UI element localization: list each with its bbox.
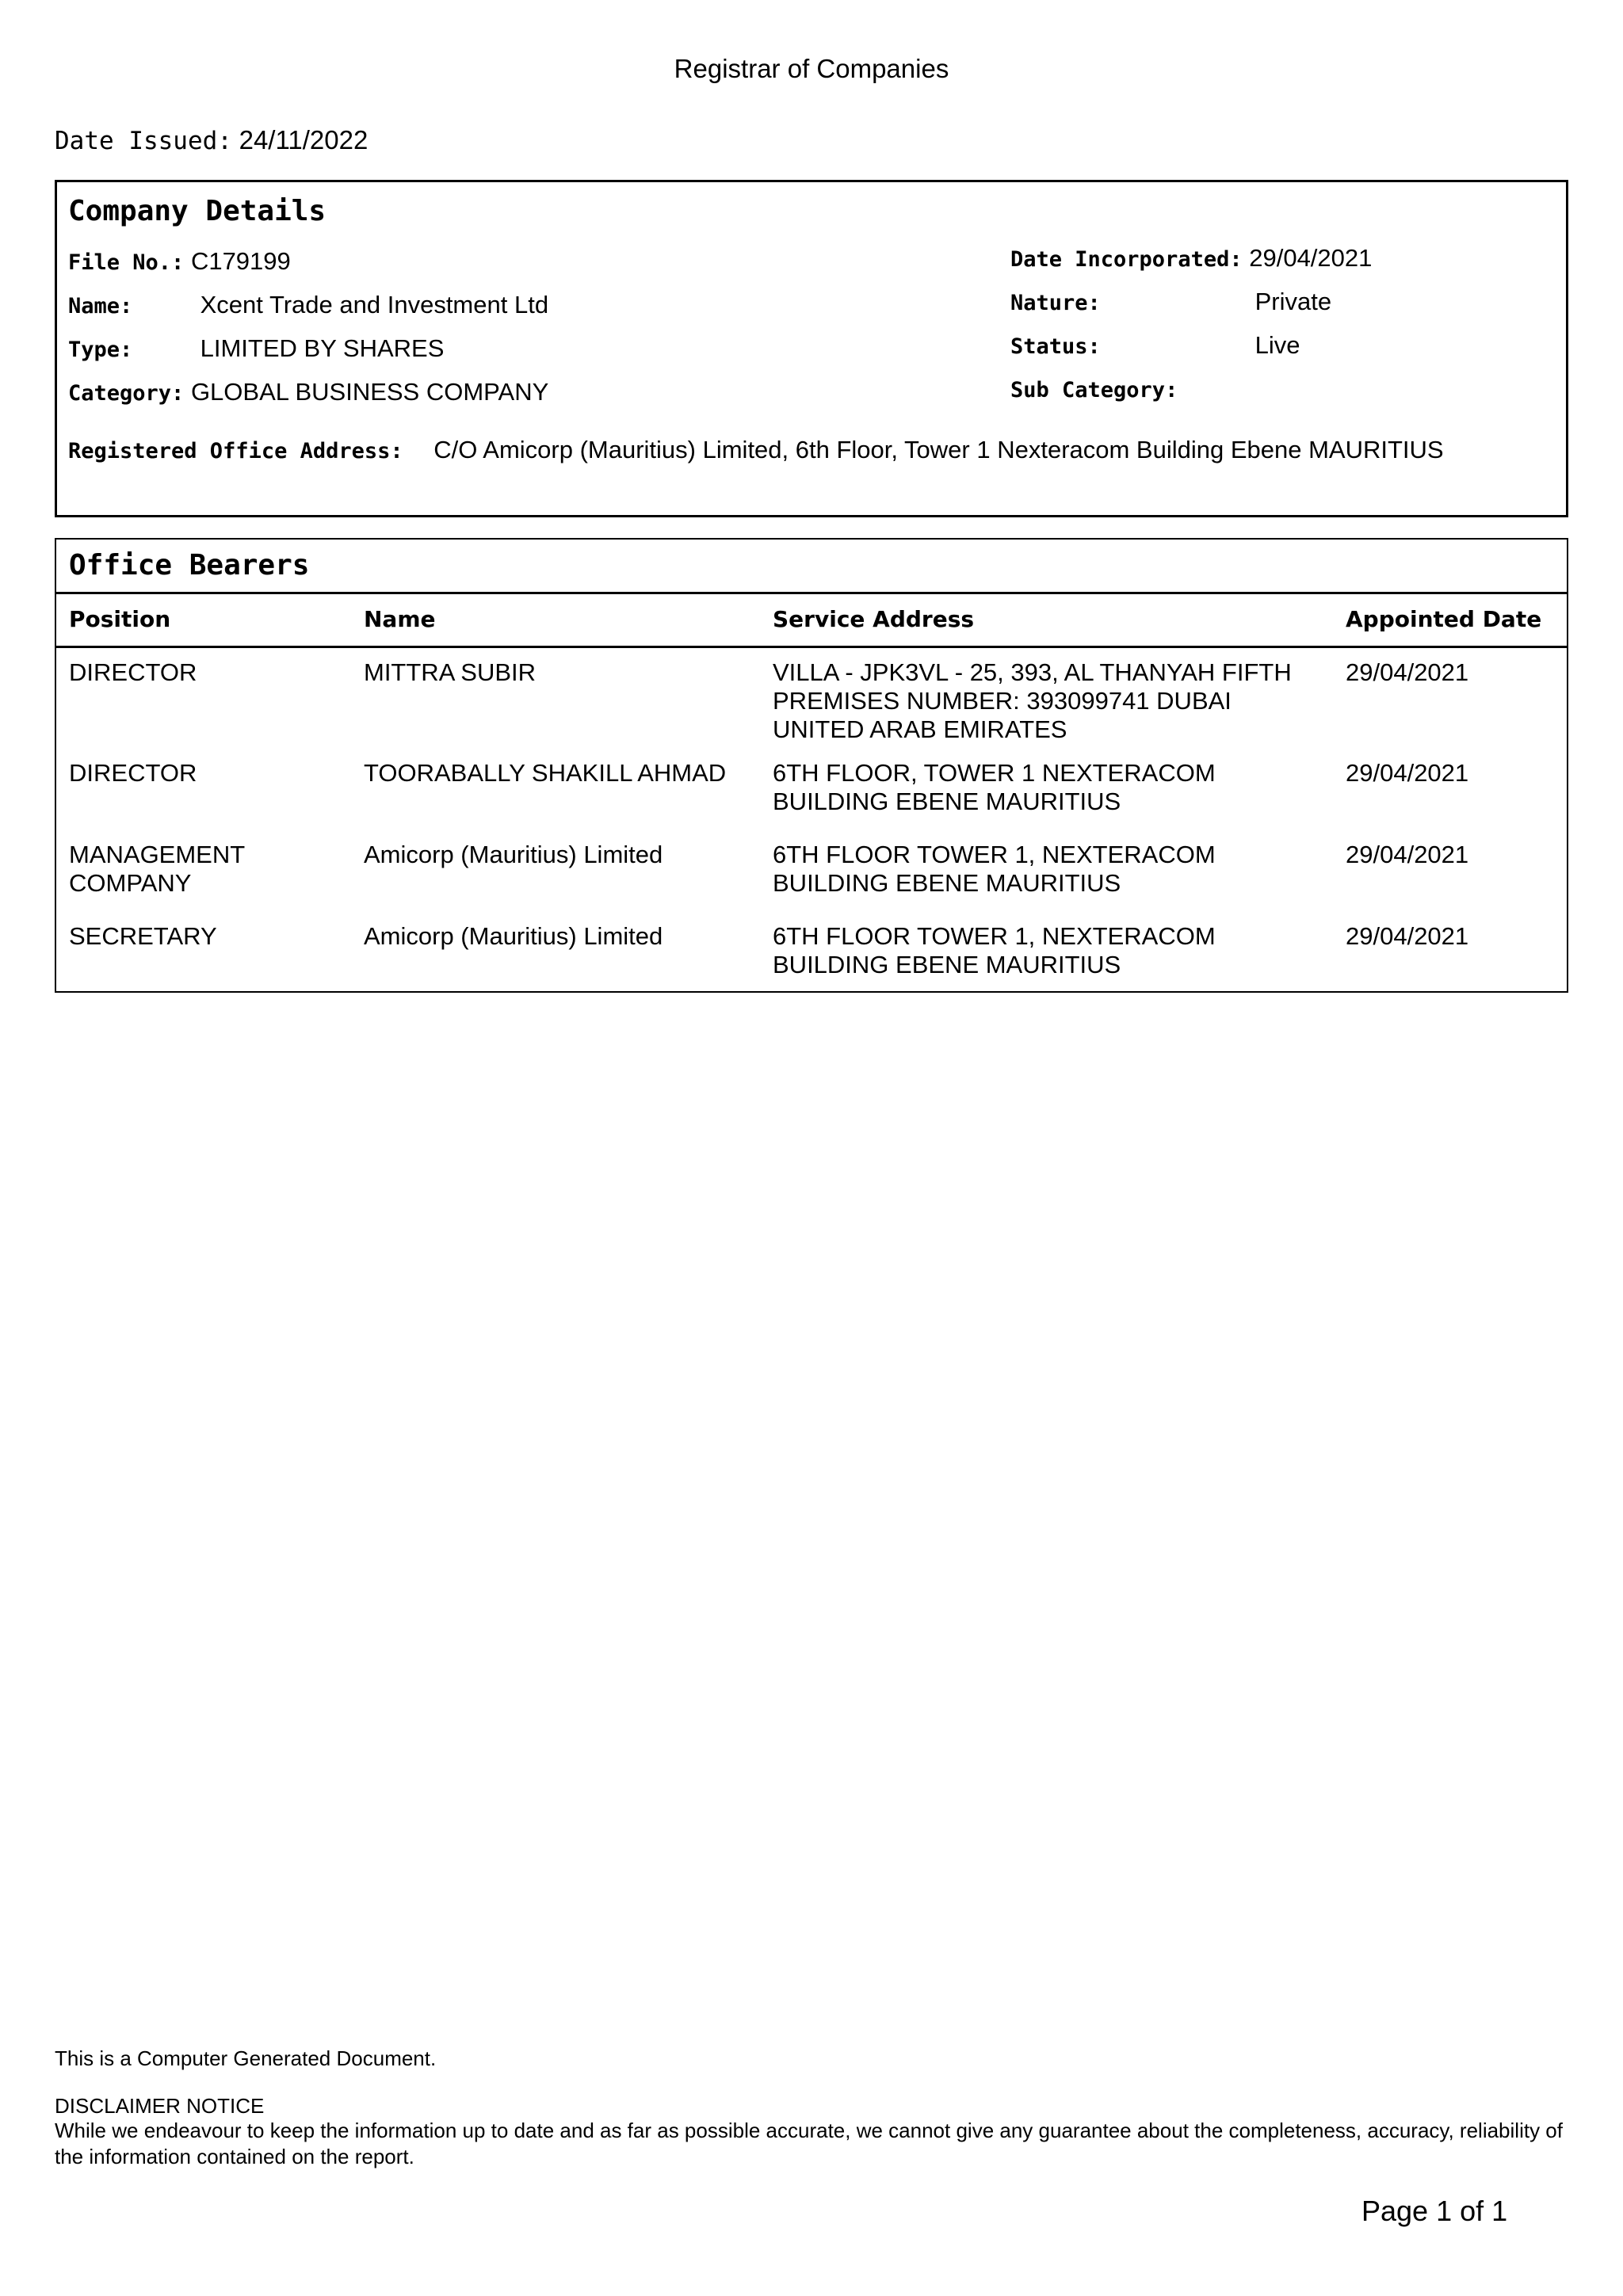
cell-service-address: 6TH FLOOR TOWER 1, NEXTERACOM BUILDING EBENE MAURITIUS bbox=[773, 841, 1216, 897]
date-incorporated-label: Date Incorporated: bbox=[1010, 247, 1243, 272]
registered-office-row bbox=[68, 436, 1444, 464]
cell-position: MANAGEMENT COMPANY bbox=[69, 841, 245, 897]
date-incorporated-row bbox=[1010, 244, 1372, 273]
cell-appointed-date: 29/04/2021 bbox=[1346, 658, 1469, 686]
category-value: GLOBAL BUSINESS COMPANY bbox=[190, 378, 549, 406]
status-label: Status: bbox=[1010, 334, 1101, 359]
column-header-service-address: Service Address bbox=[773, 606, 975, 632]
cell-name: Amicorp (Mauritius) Limited bbox=[364, 922, 663, 950]
column-header-name: Name bbox=[364, 606, 436, 632]
disclaimer-text: While we endeavour to keep the information up to date and as far as possible accurate, we cannot give any guarantee about the completeness, accuracy, reliability of the information contained on the report. bbox=[55, 2119, 1563, 2168]
cell-service-address: 6TH FLOOR TOWER 1, NEXTERACOM BUILDING EBENE MAURITIUS bbox=[773, 922, 1216, 978]
file-no-row bbox=[68, 247, 291, 276]
registered-office-value: C/O Amicorp (Mauritius) Limited, 6th Floor, Tower 1 Nexteracom Building Ebene MAURITIUS bbox=[433, 436, 1444, 463]
column-header-position: Position bbox=[69, 606, 171, 632]
status-row bbox=[1010, 331, 1300, 360]
cell-name: TOORABALLY SHAKILL AHMAD bbox=[364, 759, 727, 787]
computer-generated-note: This is a Computer Generated Document. bbox=[55, 2046, 437, 2070]
date-incorporated-value: 29/04/2021 bbox=[1249, 244, 1373, 272]
nature-label: Nature: bbox=[1010, 291, 1101, 315]
company-details-panel bbox=[55, 180, 1568, 517]
cell-position: DIRECTOR bbox=[69, 759, 197, 787]
page-title: Registrar of Companies bbox=[674, 54, 949, 83]
category-label: Category: bbox=[68, 381, 185, 406]
name-label: Name: bbox=[68, 294, 133, 318]
name-row bbox=[68, 291, 548, 319]
header-top-divider bbox=[56, 592, 1567, 594]
header-bottom-divider bbox=[56, 646, 1567, 648]
cell-position: DIRECTOR bbox=[69, 658, 197, 686]
cell-appointed-date: 29/04/2021 bbox=[1346, 841, 1469, 868]
date-issued-label: Date Issued: bbox=[55, 127, 232, 155]
cell-position: SECRETARY bbox=[69, 922, 217, 950]
type-label: Type: bbox=[68, 338, 133, 362]
column-header-appointed-date: Appointed Date bbox=[1346, 606, 1542, 632]
cell-appointed-date: 29/04/2021 bbox=[1346, 759, 1469, 787]
sub-category-label: Sub Category: bbox=[1010, 378, 1178, 402]
cell-name: Amicorp (Mauritius) Limited bbox=[364, 841, 663, 868]
status-value: Live bbox=[1254, 331, 1300, 359]
nature-value: Private bbox=[1254, 288, 1332, 315]
type-value: LIMITED BY SHARES bbox=[200, 334, 445, 362]
file-no-label: File No.: bbox=[68, 250, 185, 275]
file-no-value: C179199 bbox=[190, 247, 291, 275]
cell-service-address: 6TH FLOOR, TOWER 1 NEXTERACOM BUILDING EBENE MAURITIUS bbox=[773, 759, 1216, 815]
type-row bbox=[68, 334, 444, 363]
registered-office-label: Registered Office Address: bbox=[68, 439, 403, 463]
date-issued-value: 24/11/2022 bbox=[239, 125, 369, 154]
page-number: Page 1 of 1 bbox=[1361, 2195, 1508, 2227]
cell-name: MITTRA SUBIR bbox=[364, 658, 537, 686]
office-bearers-panel bbox=[55, 538, 1568, 993]
sub-category-row bbox=[1010, 375, 1255, 403]
disclaimer-title: DISCLAIMER NOTICE bbox=[55, 2094, 265, 2118]
date-issued bbox=[55, 125, 368, 155]
office-bearers-title: Office Bearers bbox=[69, 549, 310, 582]
cell-appointed-date: 29/04/2021 bbox=[1346, 922, 1469, 950]
category-row bbox=[68, 378, 548, 406]
nature-row bbox=[1010, 288, 1331, 316]
name-value: Xcent Trade and Investment Ltd bbox=[200, 291, 549, 318]
cell-service-address: VILLA - JPK3VL - 25, 393, AL THANYAH FIFTH PREMISES NUMBER: 393099741 DUBAI UNITED ARAB EMIRATES bbox=[773, 658, 1292, 743]
company-details-title: Company Details bbox=[68, 195, 327, 227]
